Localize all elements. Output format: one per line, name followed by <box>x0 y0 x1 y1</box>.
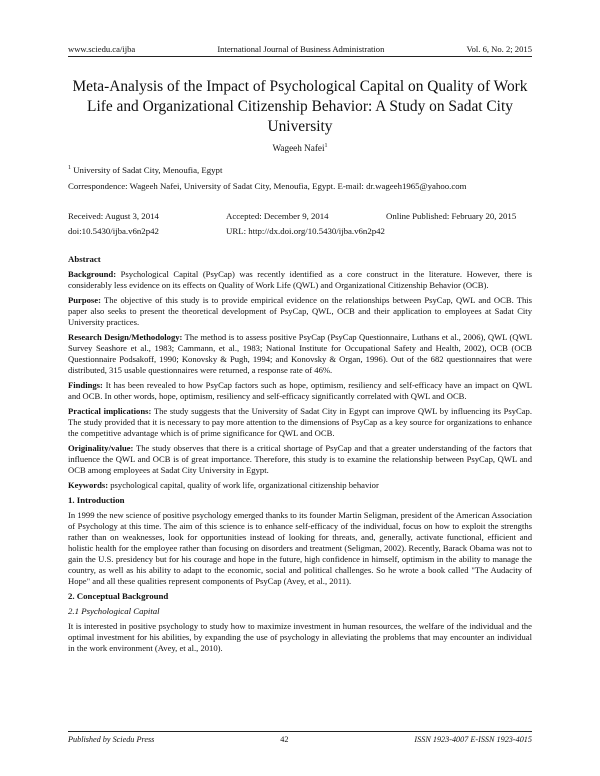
abstract-originality <box>68 443 532 476</box>
abstract-text: It has been revealed to how PsyCap factors such as hope, optimism, resiliency and self-efficacy have an impact on QWL and OCB. In other words, hope, optimism, resiliency and self-efficacy significantly correlated with QWL and OCB. <box>68 380 532 401</box>
volume-info: Vol. 6, No. 2; 2015 <box>466 44 532 54</box>
keywords-label: Keywords: <box>68 480 109 490</box>
abstract-text: The method is to assess positive PsyCap (PsyCap Questionnaire, Luthans et al., 2006), QWL (QWL Survey Seashore et al., 1983; Cammann, et al., 1983; National Institute for Occupational Safety and Health, 2002), OCB (OCB Questionnaire Podsakoff, 1990; Konovsky & Pugh, 1994; and Konovsky & Organ, 1996). Out of the 682 questionnaires that were distributed, 315 usable questionnaires were returned, a response rate of 46%. <box>68 332 532 375</box>
doi[interactable]: doi:10.5430/ijba.v6n2p42 <box>68 226 159 236</box>
journal-url[interactable]: www.sciedu.ca/ijba <box>68 44 136 54</box>
author-line <box>0 143 600 153</box>
keywords <box>68 480 532 491</box>
paper-body <box>68 252 532 658</box>
abstract-label: Background: <box>68 269 117 279</box>
author-name: Wageeh Nafei <box>272 143 325 154</box>
abstract-heading: Abstract <box>68 254 101 264</box>
abstract-text: The study suggests that the University of Sadat City in Egypt can improve QWL by influencing its PsyCap. The study provided that it is necessary to pay more attention to the dimensions of PsyCap as a key source for organizations to enhance the competitive advantage which is of prime significance for QWL and OCB. <box>68 406 532 438</box>
section-2-heading: 2. Conceptual Background <box>68 591 169 601</box>
abstract-label: Findings: <box>68 380 103 390</box>
affiliation-text: University of Sadat City, Menoufia, Egypt <box>73 165 223 175</box>
abstract-label: Originality/value: <box>68 443 134 453</box>
abstract-methodology <box>68 332 532 376</box>
abstract-implications <box>68 406 532 439</box>
abstract-background <box>68 269 532 291</box>
abstract-purpose <box>68 295 532 328</box>
abstract-label: Purpose: <box>68 295 101 305</box>
author-sup: 1 <box>324 143 328 149</box>
abstract-label: Research Design/Methodology: <box>68 332 183 342</box>
abstract-text: Psychological Capital (PsyCap) was recently identified as a core construct in the literature. However, there is considerably less evidence on its effects on Quality of Work Life (QWL) and Organizational Citizenship Behavior (OCB). <box>68 269 532 290</box>
abstract-text: The study observes that there is a critical shortage of PsyCap and that a greater understanding of the factors that influence the QWL and OCB is of great importance. Therefore, this study is to examine the relationship between PsyCap, QWL and OCB among employees at Sadat City University in Egypt. <box>68 443 532 475</box>
published-date: Online Published: February 20, 2015 <box>386 211 517 221</box>
paper-title: Meta-Analysis of the Impact of Psychological Capital on Quality of Work Life and Organizational Citizenship Behavior: A Study on Sadat City University <box>72 78 528 135</box>
received-date: Received: August 3, 2014 <box>68 211 159 221</box>
journal-name: International Journal of Business Administration <box>217 44 385 54</box>
affiliation-sup: 1 <box>68 165 71 172</box>
running-header <box>68 44 532 57</box>
affiliation <box>68 165 222 175</box>
page-number: 42 <box>280 735 289 744</box>
issn: ISSN 1923-4007 E-ISSN 1923-4015 <box>414 735 532 744</box>
abstract-text: The objective of this study is to provide empirical evidence on the relationships between PsyCap, QWL and OCB. This paper also seeks to present the theoretical development of PsyCap, QWL, OCB and their application to employees at Sadat City University practices. <box>68 295 532 327</box>
section-1-text: In 1999 the new science of positive psychology emerged thanks to its founder Martin Seligman, president of the American Association of Psychology at this time. The aim of this science is to enhance self-efficacy of the individual, focus on how to exploit the strengths rather than on weaknesses, look for opportunities instead of looking for threats, and, generally, activate functional, efficient and holistic health for the employee rather than focusing on disorders and treatment (Seligman, 2002). Recently, Barack Obama was not to gain the U.S. presidency but for his courage and hope in the future, high confidence in himself, optimism in the ability to manage the country, as well as his ability to adapt to the economic, social and political challenges. So he wrote a book called "The Audacity of Hope" and all these qualities represent components of PsyCap (Avey, et al., 2011). <box>68 510 532 586</box>
section-2-1-text: It is interested in positive psychology to study how to maximize investment in human resources, the welfare of the individual and the optimal investment for his abilities, by expanding the use of psychology in alleviating the problems that may encounter an individual in the work environment (Avey, et al., 2010). <box>68 621 532 653</box>
publisher: Published by Sciedu Press <box>68 735 155 744</box>
doi-url[interactable]: URL: http://dx.doi.org/10.5430/ijba.v6n2p42 <box>226 226 385 236</box>
accepted-date: Accepted: December 9, 2014 <box>226 211 329 221</box>
running-footer <box>68 731 532 744</box>
abstract-label: Practical implications: <box>68 406 152 416</box>
section-1-heading: 1. Introduction <box>68 495 125 505</box>
keywords-text: psychological capital, quality of work life, organizational citizenship behavior <box>108 480 379 490</box>
section-2-1-heading: 2.1 Psychological Capital <box>68 606 160 616</box>
abstract-findings <box>68 380 532 402</box>
correspondence: Correspondence: Wageeh Nafei, University of Sadat City, Menoufia, Egypt. E-mail: dr.wageeh1965@yahoo.com <box>68 181 467 191</box>
